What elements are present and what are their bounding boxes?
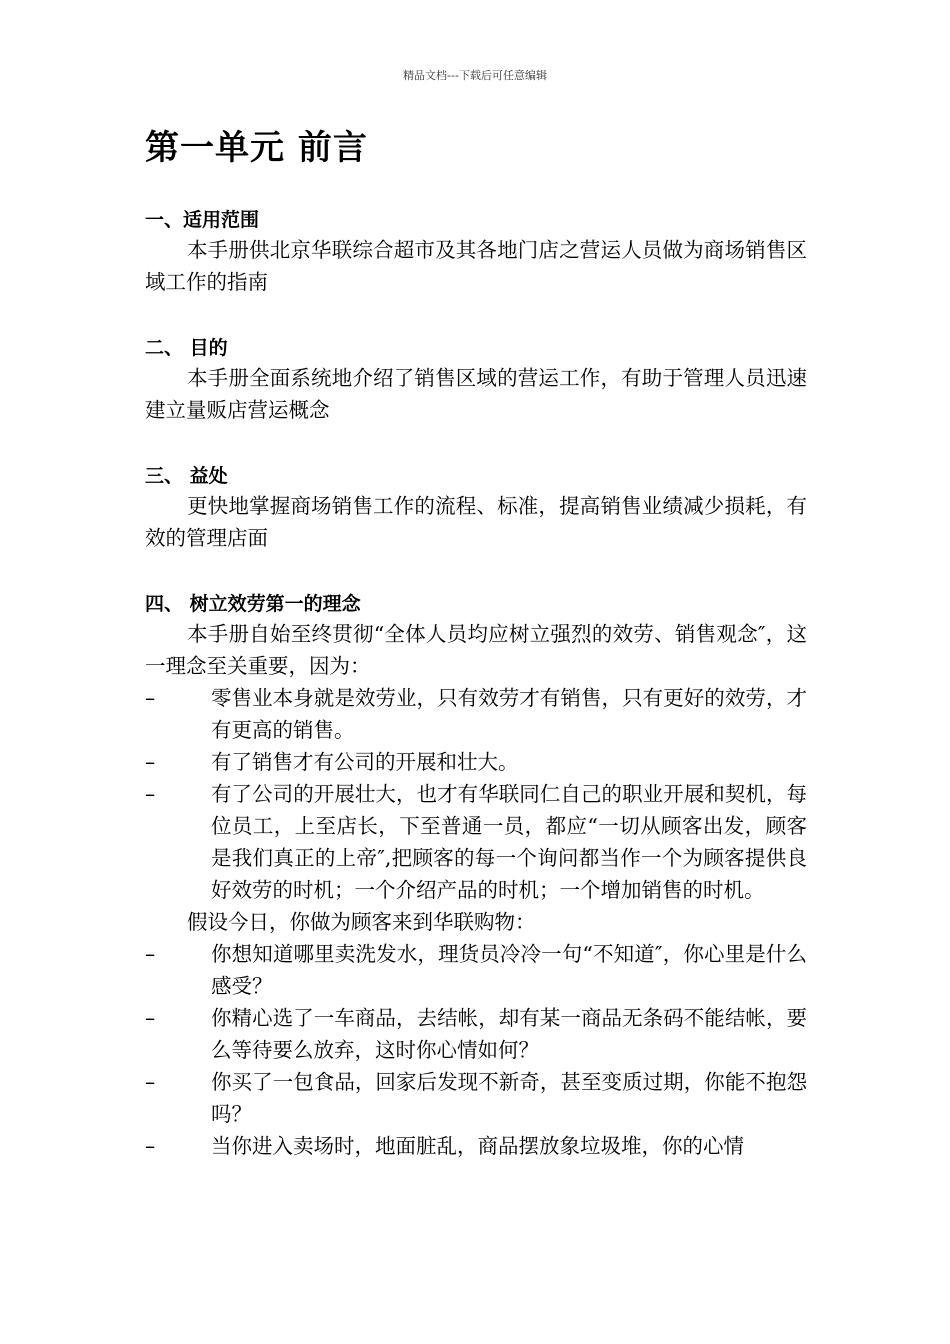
list-item — [145, 682, 807, 746]
section-heading: 二、 目的 — [145, 337, 228, 359]
list-item-text: 零售业本身就是效劳业，只有效劳才有销售，只有更好的效劳，才有更高的销售。 — [211, 686, 807, 742]
scenario-intro: 假设今日，你做为顾客来到华联购物： — [187, 910, 536, 934]
dash-bullet-icon — [145, 1066, 211, 1098]
dash-bullet-icon — [145, 938, 211, 970]
list-item-text: 你精心选了一车商品，去结帐，却有某一商品无条码不能结帐，要么等待要么放弃，这时你心情如何？ — [211, 1006, 807, 1062]
document-content — [145, 124, 807, 1198]
list-item — [145, 1002, 807, 1066]
section-paragraph: 本手册全面系统地介绍了销售区域的营运工作，有助于管理人员迅速建立量贩店营运概念 — [145, 366, 807, 422]
section-paragraph: 本手册供北京华联综合超市及其各地门店之营运人员做为商场销售区域工作的指南 — [145, 238, 807, 294]
section-benefits — [145, 462, 807, 554]
section-service-concept — [145, 590, 807, 1162]
list-item — [145, 746, 807, 778]
dash-bullet-icon — [145, 778, 211, 810]
scenario-list — [145, 938, 807, 1162]
section-heading: 四、 树立效劳第一的理念 — [145, 593, 361, 615]
dash-bullet-icon — [145, 1130, 211, 1162]
list-item-text: 当你进入卖场时，地面脏乱，商品摆放象垃圾堆，你的心情 — [211, 1134, 744, 1158]
section-heading: 一、适用范围 — [145, 209, 260, 231]
list-item — [145, 1066, 807, 1130]
section-scope — [145, 206, 807, 298]
list-item-text: 有了公司的开展壮大，也才有华联同仁自己的职业开展和契机，每位员工，上至店长，下至普通一员，都应“一切从顾客出发，顾客是我们真正的上帝″,把顾客的每一个询问都当作一个为顾客提供良好效劳的时机；一个介绍产品的时机；一个增加销售的时机。 — [211, 782, 807, 902]
dash-bullet-icon — [145, 1002, 211, 1034]
section-paragraph: 更快地掌握商场销售工作的流程、标准，提高销售业绩减少损耗，有效的管理店面 — [145, 494, 807, 550]
list-item-text: 你想知道哪里卖洗发水，理货员冷冷一句“不知道″，你心里是什么感受？ — [211, 942, 807, 998]
list-item — [145, 938, 807, 1002]
list-item-text: 有了销售才有公司的开展和壮大。 — [211, 750, 519, 774]
dash-bullet-icon — [145, 682, 211, 714]
unit-title: 第一单元 前言 — [145, 128, 368, 168]
dash-bullet-icon — [145, 746, 211, 778]
reason-list — [145, 682, 807, 906]
list-item-text: 你买了一包食品，回家后发现不新奇，甚至变质过期，你能不抱怨吗？ — [211, 1070, 807, 1126]
section-purpose — [145, 334, 807, 426]
page-header: 精品文档---下载后可任意编辑 — [403, 69, 547, 82]
section-intro: 本手册自始至终贯彻“全体人员均应树立强烈的效劳、销售观念″，这一理念至关重要，因为： — [145, 622, 807, 678]
section-heading: 三、 益处 — [145, 465, 228, 487]
list-item — [145, 778, 807, 906]
list-item — [145, 1130, 807, 1162]
